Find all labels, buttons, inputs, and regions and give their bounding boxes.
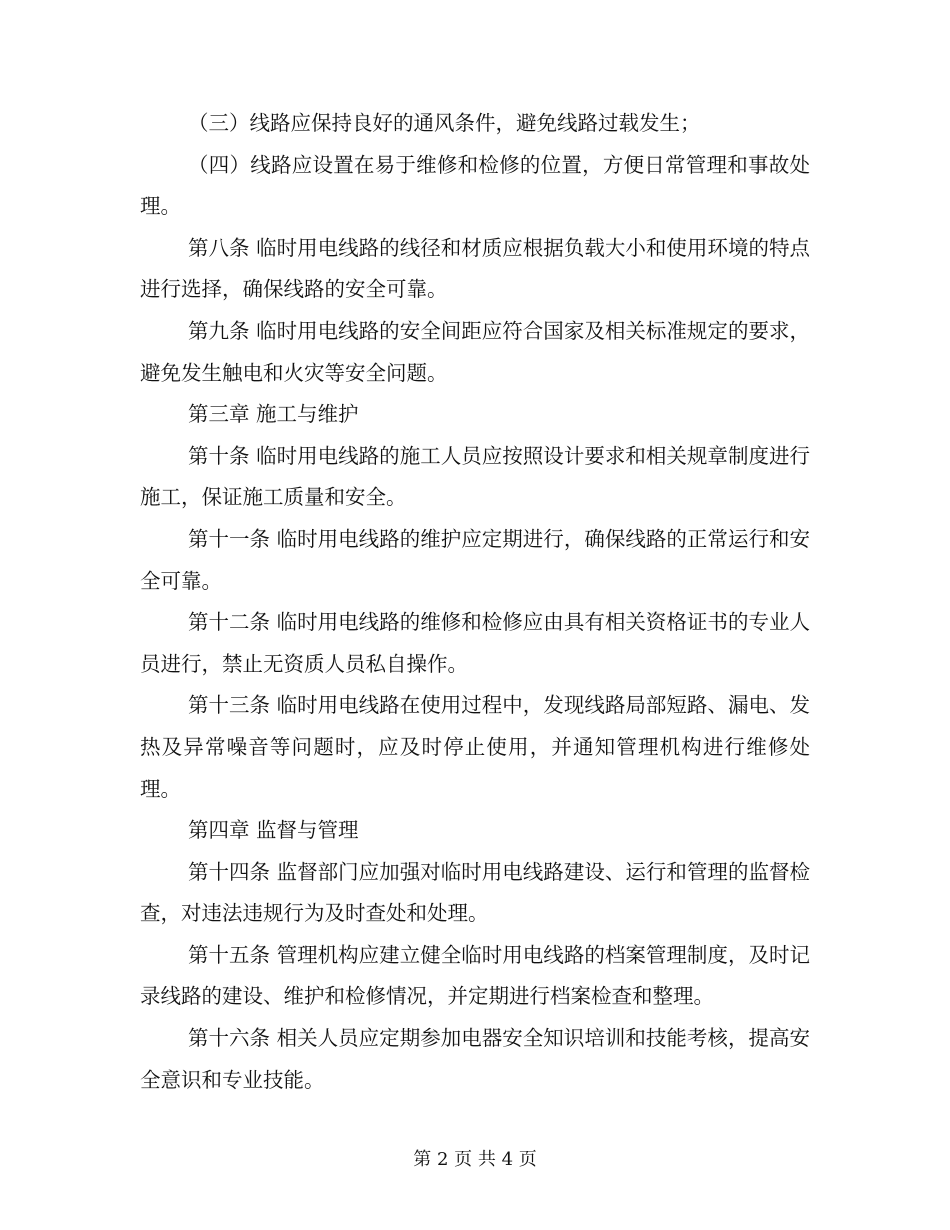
chapter-3-heading: 第三章 施工与维护 xyxy=(188,402,359,427)
article-9: 第九条 临时用电线路的安全间距应符合国家及相关标准规定的要求，避免发生触电和火灾等安全问题。 xyxy=(140,318,810,385)
paragraph-3: （三）线路应保持良好的通风条件，避免线路过载发生； xyxy=(188,111,701,135)
article-15: 第十五条 管理机构应建立健全临时用电线路的档案管理制度，及时记录线路的建设、维护和检修情况，并定期进行档案检查和整理。 xyxy=(140,942,810,1009)
document-body xyxy=(140,103,810,1101)
article-11: 第十一条 临时用电线路的维护应定期进行，确保线路的正常运行和安全可靠。 xyxy=(140,526,810,593)
article-16: 第十六条 相关人员应定期参加电器安全知识培训和技能考核，提高安全意识和专业技能。 xyxy=(140,1026,810,1092)
article-12: 第十二条 临时用电线路的维修和检修应由具有相关资格证书的专业人员进行，禁止无资质人员私自操作。 xyxy=(140,610,810,676)
article-14: 第十四条 监督部门应加强对临时用电线路建设、运行和管理的监督检查，对违法违规行为及时查处和处理。 xyxy=(140,859,810,926)
article-8: 第八条 临时用电线路的线径和材质应根据负载大小和使用环境的特点进行选择，确保线路的安全可靠。 xyxy=(140,235,810,302)
paragraph-4: （四）线路应设置在易于维修和检修的位置，方便日常管理和事故处理。 xyxy=(140,152,810,219)
article-13: 第十三条 临时用电线路在使用过程中，发现线路局部短路、漏电、发热及异常噪音等问题时，应及时停止使用，并通知管理机构进行维修处理。 xyxy=(140,693,810,801)
page-number-footer: 第 2 页 共 4 页 xyxy=(413,1149,537,1170)
article-10: 第十条 临时用电线路的施工人员应按照设计要求和相关规章制度进行施工，保证施工质量和安全。 xyxy=(140,443,810,510)
chapter-4-heading: 第四章 监督与管理 xyxy=(188,818,359,843)
